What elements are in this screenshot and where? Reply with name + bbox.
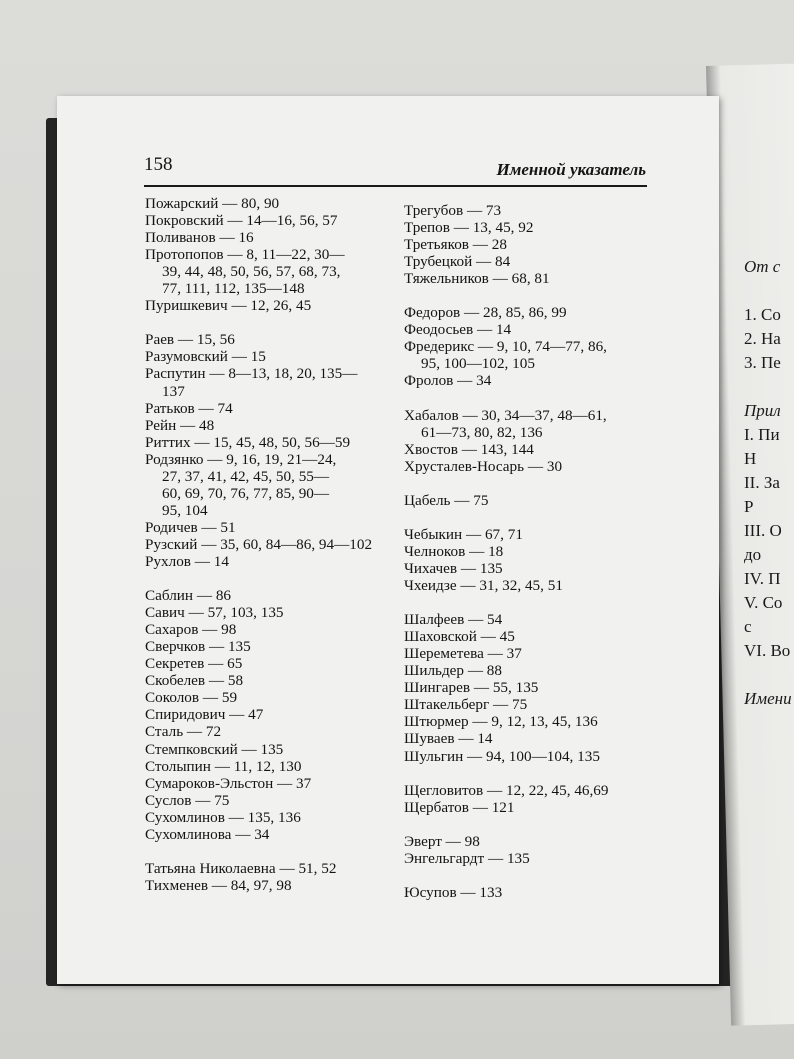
facing-page-line: IV. П [744, 569, 781, 588]
index-entry [145, 775, 415, 792]
index-entry-line: Хабалов — 30, 34—37, 48—61, [404, 406, 607, 424]
index-entry [145, 826, 415, 843]
index-entry [404, 441, 704, 458]
index-entry [145, 297, 415, 314]
index-entry-line: Челноков — 18 [404, 542, 504, 560]
group-gap [404, 475, 704, 492]
index-entry [404, 236, 704, 253]
index-entry-line: Юсупов — 133 [404, 883, 503, 901]
index-entry [145, 621, 415, 638]
index-entry-line: Шалфеев — 54 [404, 611, 503, 629]
group-gap [145, 570, 415, 587]
group-gap [145, 314, 415, 331]
index-entry [404, 679, 704, 696]
index-entry-line: Щегловитов — 12, 22, 45, 46,69 [404, 781, 609, 799]
group-gap [404, 509, 704, 526]
index-entry [145, 638, 415, 655]
index-entry-line: Тихменев — 84, 97, 98 [145, 876, 292, 894]
index-entry [145, 689, 415, 706]
index-entry [145, 655, 415, 672]
index-entry-line: Столыпин — 11, 12, 130 [145, 757, 302, 775]
index-entry-line: Сахаров — 98 [145, 621, 237, 639]
index-entry-line: Чхеидзе — 31, 32, 45, 51 [404, 577, 563, 595]
index-entry [404, 372, 704, 389]
index-entry [404, 543, 704, 560]
index-entry-line: Суслов — 75 [145, 791, 230, 809]
index-entry [404, 458, 704, 475]
index-entry [404, 611, 704, 628]
index-entry-line: Покровский — 14—16, 56, 57 [145, 212, 338, 230]
facing-page-text [744, 255, 794, 711]
index-entry-line: Шильдер — 88 [404, 662, 502, 680]
index-entry [145, 195, 415, 212]
index-entry-continuation: 60, 69, 70, 76, 77, 85, 90— [162, 484, 330, 502]
index-entry [404, 850, 704, 867]
index-entry-line: Трепов — 13, 45, 92 [404, 219, 534, 237]
index-entry-line: Фролов — 34 [404, 372, 492, 390]
index-entry-line: Шаховской — 45 [404, 628, 515, 646]
index-entry-line: Эверт — 98 [404, 832, 480, 850]
group-gap [404, 867, 704, 884]
facing-page-line: 1. Со [744, 305, 781, 324]
index-entry-line: Сумароков-Эльстон — 37 [145, 774, 312, 792]
index-entry-line: Шульгин — 94, 100—104, 135 [404, 747, 600, 765]
index-entry [145, 519, 415, 536]
index-column-right [404, 202, 704, 901]
index-entry [145, 809, 415, 826]
running-head: Именной указатель [496, 160, 646, 179]
index-entry [145, 792, 415, 809]
facing-page-line [744, 663, 794, 687]
index-entry [145, 877, 415, 894]
facing-page-line: до [744, 545, 762, 564]
index-entry [145, 212, 415, 229]
index-entry-line: Савич — 57, 103, 135 [145, 604, 284, 622]
index-entry-line: Стемпковский — 135 [145, 740, 284, 758]
index-entry [404, 730, 704, 747]
index-entry [404, 202, 704, 219]
index-entry [404, 799, 704, 816]
index-entry-line: Спиридович — 47 [145, 706, 264, 724]
index-entry [404, 219, 704, 236]
index-entry [404, 270, 704, 287]
index-entry-line: Родзянко — 9, 16, 19, 21—24, [145, 450, 337, 468]
index-entry [404, 748, 704, 765]
index-entry [145, 229, 415, 246]
index-entry-line: Пуришкевич — 12, 26, 45 [145, 297, 312, 315]
index-entry-line: Цабель — 75 [404, 491, 489, 509]
header-rule [144, 185, 647, 187]
index-entry-line: Щербатов — 121 [404, 798, 515, 816]
index-entry [145, 741, 415, 758]
page-number: 158 [144, 154, 173, 175]
index-entry-line: Пожарский — 80, 90 [145, 195, 280, 212]
index-page [57, 96, 719, 984]
index-entry [404, 713, 704, 730]
facing-page-line: От с [744, 257, 781, 276]
index-entry [145, 331, 415, 348]
index-entry-line: Федоров — 28, 85, 86, 99 [404, 304, 567, 322]
index-entry-line: Штюрмер — 9, 12, 13, 45, 136 [404, 713, 598, 731]
index-entry-line: Ратьков — 74 [145, 399, 233, 417]
index-entry [145, 348, 415, 365]
index-entry-line: Рузский — 35, 60, 84—86, 94—102 [145, 535, 373, 553]
index-entry-line: Тяжельников — 68, 81 [404, 270, 550, 288]
index-entry [404, 407, 704, 441]
index-entry-continuation: 77, 111, 112, 135—148 [162, 280, 305, 298]
index-entry [404, 338, 704, 372]
group-gap [145, 843, 415, 860]
index-entry-line: Сухомлинов — 135, 136 [145, 808, 301, 826]
index-entry [145, 587, 415, 604]
facing-page-line: V. Со [744, 593, 783, 612]
index-entry-line: Рухлов — 14 [145, 552, 229, 570]
index-entry [145, 365, 415, 399]
index-entry-line: Распутин — 8—13, 18, 20, 135— [145, 365, 358, 383]
facing-page-line: II. За [744, 473, 780, 492]
facing-page-line [744, 375, 794, 399]
index-column-left [145, 195, 415, 894]
index-entry [404, 833, 704, 850]
index-entry-line: Трубецкой — 84 [404, 253, 511, 271]
facing-page-line: 2. На [744, 329, 781, 348]
index-entry [404, 628, 704, 645]
index-entry-line: Чебыкин — 67, 71 [404, 525, 523, 543]
index-entry-line: Родичев — 51 [145, 518, 236, 536]
index-entry [404, 645, 704, 662]
group-gap [404, 287, 704, 304]
index-entry [404, 577, 704, 594]
index-entry-line: Шуваев — 14 [404, 730, 493, 748]
index-entry [404, 884, 704, 901]
group-gap [404, 594, 704, 611]
index-entry-continuation: 95, 100—102, 105 [421, 355, 535, 373]
index-entry [145, 536, 415, 553]
index-entry-line: Шереметева — 37 [404, 645, 522, 663]
index-entry-line: Чихачев — 135 [404, 559, 503, 577]
index-entry [145, 553, 415, 570]
facing-page-line: Прил [744, 401, 781, 420]
facing-page-line: с [744, 617, 752, 636]
index-entry-line: Трегубов — 73 [404, 202, 502, 219]
facing-page-line: I. Пи [744, 425, 780, 444]
index-entry [145, 758, 415, 775]
index-entry [404, 304, 704, 321]
index-entry [145, 604, 415, 621]
index-entry-line: Скобелев — 58 [145, 672, 244, 690]
index-entry-line: Третьяков — 28 [404, 236, 507, 254]
index-entry-line: Энгельгардт — 135 [404, 849, 530, 867]
facing-page-line: III. О [744, 521, 782, 540]
index-entry-continuation: 137 [162, 382, 185, 400]
index-entry [404, 321, 704, 338]
index-entry-line: Штакельберг — 75 [404, 696, 528, 714]
index-entry-line: Сухомлинова — 34 [145, 825, 270, 843]
index-entry [145, 706, 415, 723]
index-entry [404, 696, 704, 713]
group-gap [404, 765, 704, 782]
index-entry [145, 672, 415, 689]
index-entry [145, 451, 415, 519]
facing-page-line: 3. Пе [744, 353, 781, 372]
index-entry [145, 417, 415, 434]
index-entry [404, 662, 704, 679]
index-entry [145, 246, 415, 297]
index-entry-line: Шингарев — 55, 135 [404, 679, 539, 697]
index-entry-continuation: 27, 37, 41, 42, 45, 50, 55— [162, 467, 330, 485]
index-entry-line: Риттих — 15, 45, 48, 50, 56—59 [145, 433, 351, 451]
group-gap [404, 816, 704, 833]
index-entry-line: Соколов — 59 [145, 689, 238, 707]
facing-page-line: VI. Во [744, 641, 791, 660]
index-entry [404, 492, 704, 509]
facing-page-line: Н [744, 449, 757, 468]
index-entry-line: Поливанов — 16 [145, 229, 254, 247]
facing-page-line: Р [744, 497, 754, 516]
index-entry-line: Фредерикс — 9, 10, 74—77, 86, [404, 338, 607, 356]
index-entry [145, 434, 415, 451]
index-entry-line: Раев — 15, 56 [145, 331, 235, 349]
index-entry-continuation: 95, 104 [162, 501, 208, 519]
index-entry [404, 253, 704, 270]
index-entry-line: Протопопов — 8, 11—22, 30— [145, 246, 345, 264]
facing-page-line: Имени [744, 689, 792, 708]
index-entry-line: Татьяна Николаевна — 51, 52 [145, 859, 337, 877]
index-entry [404, 526, 704, 543]
index-entry-line: Хвостов — 143, 144 [404, 440, 534, 458]
index-entry-line: Феодосьев — 14 [404, 321, 512, 339]
facing-page-line [744, 279, 794, 303]
index-entry [404, 782, 704, 799]
index-entry [145, 400, 415, 417]
index-entry-line: Сверчков — 135 [145, 638, 251, 656]
index-entry-line: Саблин — 86 [145, 587, 232, 605]
index-entry-line: Хрусталев-Носарь — 30 [404, 457, 563, 475]
index-entry-line: Рейн — 48 [145, 416, 215, 434]
index-entry-line: Секретев — 65 [145, 655, 243, 673]
index-entry-continuation: 39, 44, 48, 50, 56, 57, 68, 73, [162, 263, 341, 281]
index-entry-line: Сталь — 72 [145, 723, 222, 741]
index-entry-line: Разумовский — 15 [145, 348, 266, 366]
group-gap [404, 390, 704, 407]
index-entry [145, 860, 415, 877]
index-entry-continuation: 61—73, 80, 82, 136 [421, 423, 543, 441]
index-entry [145, 723, 415, 740]
index-entry [404, 560, 704, 577]
